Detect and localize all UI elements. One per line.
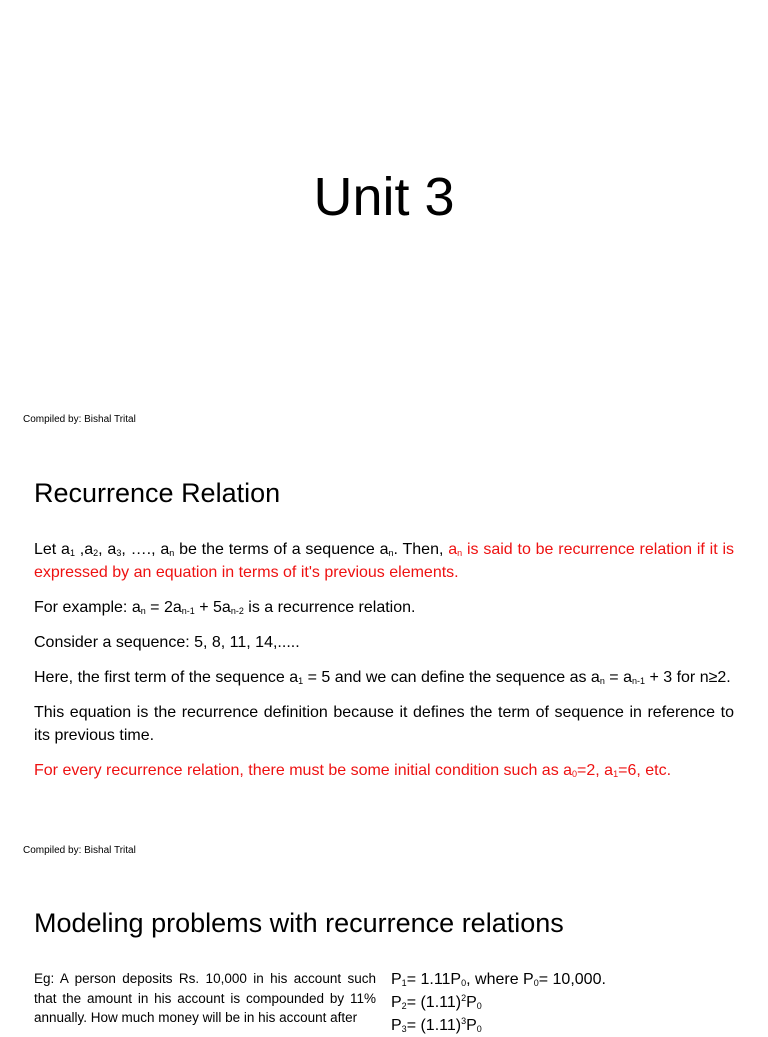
slide-title: Modeling problems with recurrence relations <box>34 908 564 938</box>
first-term-paragraph: Here, the first term of the sequence $a_1 = 5$ and we can define the sequence as $a_n = a_{n-1} + 3$ for n≥2. <box>34 669 731 686</box>
modeling-problems-slide <box>0 862 768 1034</box>
title-slide <box>0 0 768 431</box>
example-problem-text: Eg: A person deposits Rs. 10,000 in his account such that the amount in his account is compounded by 11% annually. How much money will be in his account after <box>34 971 376 1025</box>
slide-title: Recurrence Relation <box>34 478 281 508</box>
solution-line-3: $P_3= (1.11)^3P_0$ <box>391 1016 482 1034</box>
solution-steps <box>391 968 751 1037</box>
initial-condition-paragraph: For every recurrence relation, there must be some initial condition such as $a_0=2$, $a_1=6$, etc. <box>34 762 672 779</box>
highlighted-definition: $a_n$ is said to be recurrence relation if it is expressed by an equation in terms of it's previous elements. <box>34 541 735 581</box>
solution-line-1: $P_1= 1.11P_0$, where $P_0= 10,000$. <box>391 971 606 988</box>
compiled-by-footer: Compiled by: Bishal Trital <box>23 845 136 856</box>
definition-paragraph: Let $a_1$ $,a_2$, $a_3$, …., $a_n$ be the terms of a sequence $a_n$. Then, $a_n$ is said to be recurrence relation if it is expressed by an equation in terms of it's previous elements. <box>34 541 735 581</box>
slide-body <box>34 538 734 794</box>
example-paragraph: For example: $a_n = 2a_{n-1} + 5a_{n-2}$ is a recurrence relation. <box>34 599 416 616</box>
definition-explanation-paragraph: This equation is the recurrence definition because it defines the term of sequence in reference to its previous time. <box>34 704 734 744</box>
unit-title: Unit 3 <box>313 167 455 227</box>
recurrence-relation-slide <box>0 431 768 862</box>
solution-line-2: $P_2= (1.11)^2P_0$ <box>391 993 482 1011</box>
sequence-paragraph: Consider a sequence: 5, 8, 11, 14,..... <box>34 634 300 651</box>
compiled-by-footer: Compiled by: Bishal Trital <box>23 414 136 425</box>
